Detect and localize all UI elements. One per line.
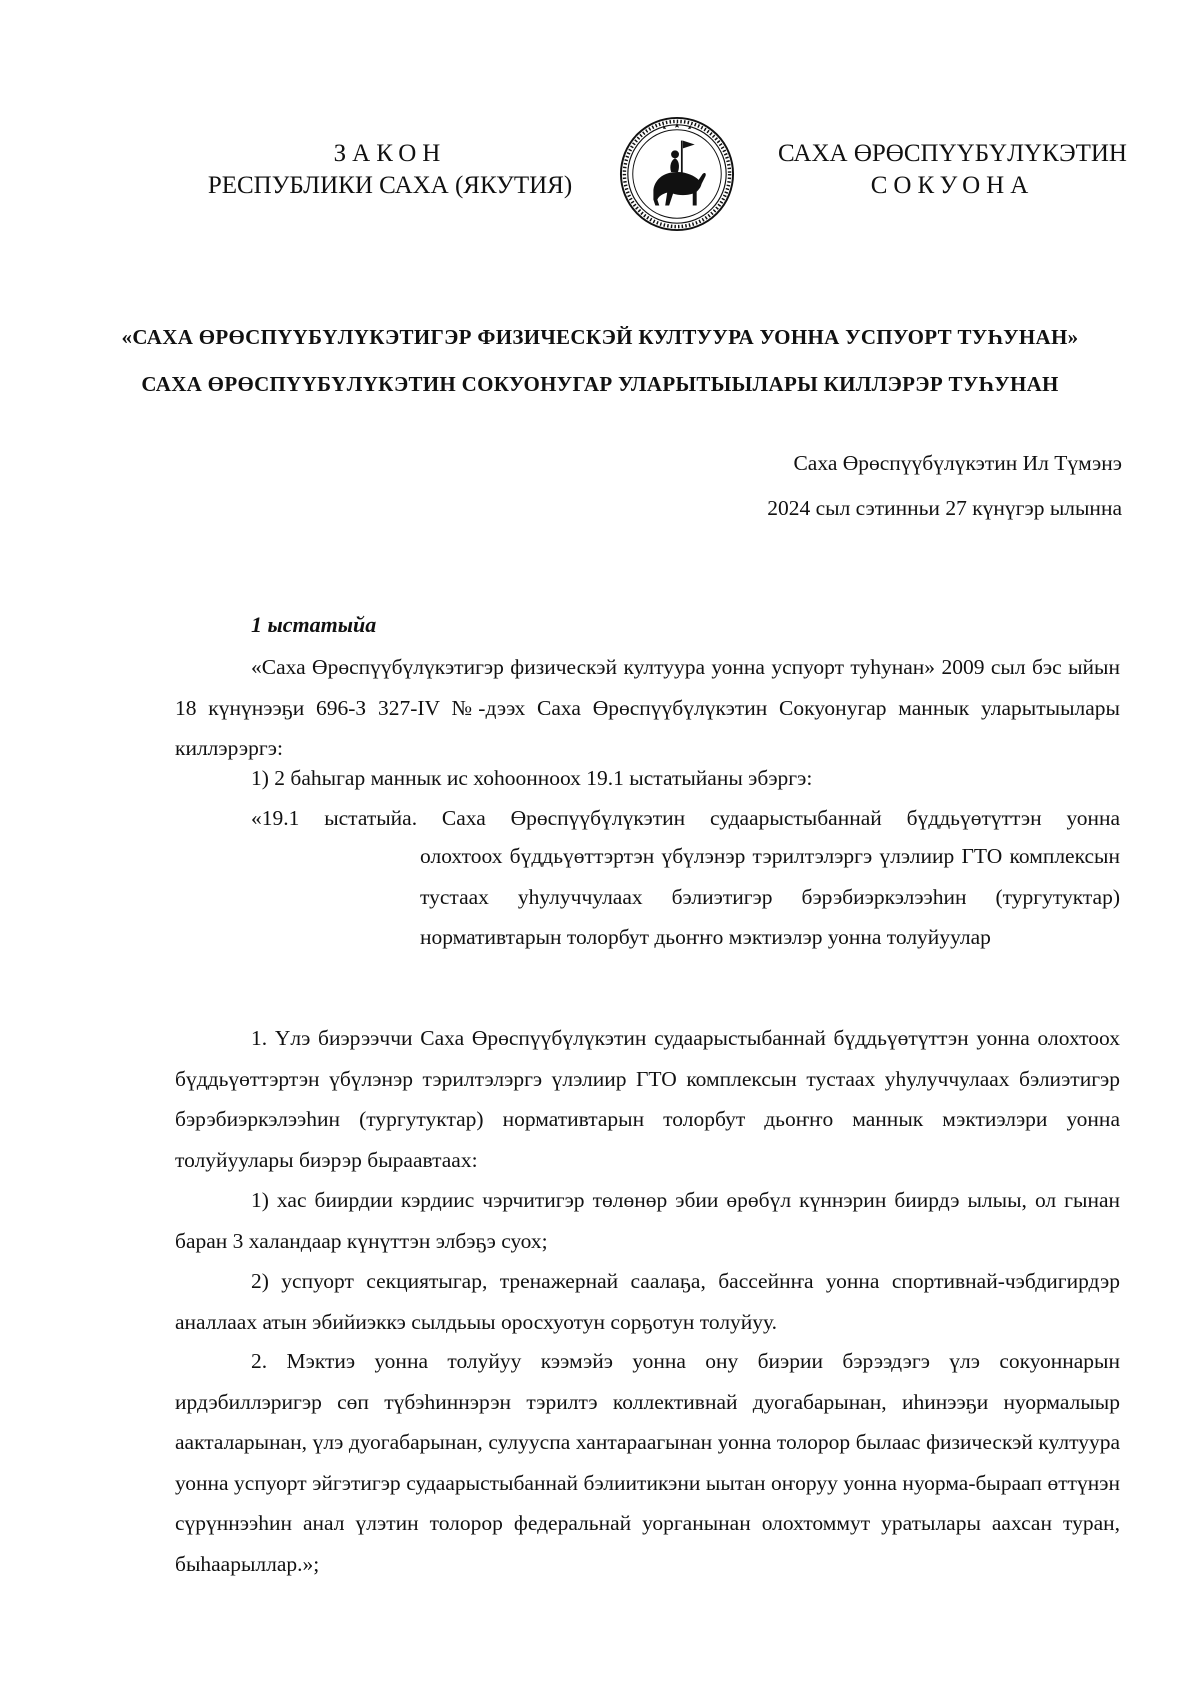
- subitem-1: 1) хас биирдии кэрдиис чэрчитигэр төлөнөр эбии өрөбүл күннэрин биирдэ ылыы, ол гынан баран 3 халандаар күнүттэн элбэҕэ суох;: [175, 1188, 1120, 1253]
- adoption-body: Саха Өрөспүүбүлүкэтин Ил Түмэнэ: [793, 451, 1122, 475]
- header-left: [200, 138, 580, 202]
- subitem-2: 2) успуорт секциятыгар, тренажернай саалаҕа, бассейнҥа уонна спортивнай-чэбдигирдэр аналлаах атын эбийиэккэ сылдьыы оросхуотун сорҕотун толуйуу.: [175, 1269, 1120, 1334]
- quoted-article-first-line: «19.1 ыстатыйа. Саха Өрөспүүбүлүкэтин судаарыстыбаннай бүддьүөтүттэн уонна: [251, 806, 1120, 830]
- article-item-1: 1) 2 баһыгар маннык ис хоһоонноох 19.1 ыстатыйаны эбэргэ:: [251, 766, 813, 790]
- header-left-title: ЗАКОН: [333, 140, 447, 167]
- article-intro: «Саха Өрөспүүбүлүкэтигэр физическэй култуура уонна успуорт туһунан» 2009 сыл бэс ыйын 18 күнүнээҕи 696-З 327-IV №-дээх Саха Өрөспүүбүлүкэтин Сокуонугар маннык уларытыылары киллэрэргэ:: [175, 655, 1120, 760]
- document-title-line2: САХА ӨРӨСПҮҮБҮЛҮКЭТИН СОКУОНУГАР УЛАРЫТЫЫЛАРЫ КИЛЛЭРЭР ТУҺУНАН: [141, 372, 1059, 396]
- article-heading: 1 ыстатыйа: [251, 612, 377, 637]
- header-right-title: САХА ӨРӨСПҮҮБҮЛҮКЭТИН: [778, 140, 1127, 167]
- document-title-line1: «САХА ӨРӨСПҮҮБҮЛҮКЭТИГЭР ФИЗИЧЕСКЭЙ КУЛТУУРА УОННА УСПУОРТ ТУҺУНАН»: [121, 325, 1079, 349]
- header-left-subtitle: РЕСПУБЛИКИ САХА (ЯКУТИЯ): [207, 172, 573, 199]
- adoption-date: 2024 сыл сэтинньи 27 күнүгэр ылынна: [767, 496, 1122, 520]
- paragraph-2: 2. Мэктиэ уонна толуйуу кээмэйэ уонна ону биэрии бэрээдэгэ үлэ сокуоннарын ирдэбиллэригэр сөп түбэһиннэрэн тэрилтэ коллективнай дуогабарынан, иһинээҕи нуормалыыр аакталарынан, үлэ дуогабарынан, сулууспа хантараагынан уонна толорор былаас физическэй култуура уонна успуорт эйгэтигэр судаарыстыбаннай бэлиитикэни ыытан оҥоруу уонна нуорма-быраап өттүнэн сүрүннээһин анал үлэтин толорор федеральнай уорганынан олохтоммут уратылары аахсан туран, быһаарыллар.»;: [175, 1349, 1120, 1576]
- republic-emblem-icon: [618, 115, 736, 233]
- quoted-article-title: олохтоох бүддьүөттэртэн үбүлэнэр тэрилтэлэргэ үлэлиир ГТО комплексын тустаах уһулуччулаах бэлиэтигэр бэрэбиэркэлээһин (тургутуктар) нормативтарын толорбут дьоҥҥо мэктиэлэр уонна толуйуулар: [420, 844, 1120, 949]
- paragraph-1: 1. Үлэ биэрээччи Саха Өрөспүүбүлүкэтин судаарыстыбаннай бүддьүөтүттэн уонна олохтоох бүддьүөттэртэн үбүлэнэр тэрилтэлэргэ үлэлиир ГТО комплексын тустаах уһулуччулаах бэлиэтигэр бэрэбиэркэлээһин (тургутуктар) нормативтарын толорбут дьоҥҥо маннык мэктиэлэри уонна толуйуулары биэрэр быраавтаах:: [175, 1026, 1120, 1172]
- header-right-subtitle: СОКУОНА: [870, 172, 1035, 199]
- header-right: [755, 138, 1150, 202]
